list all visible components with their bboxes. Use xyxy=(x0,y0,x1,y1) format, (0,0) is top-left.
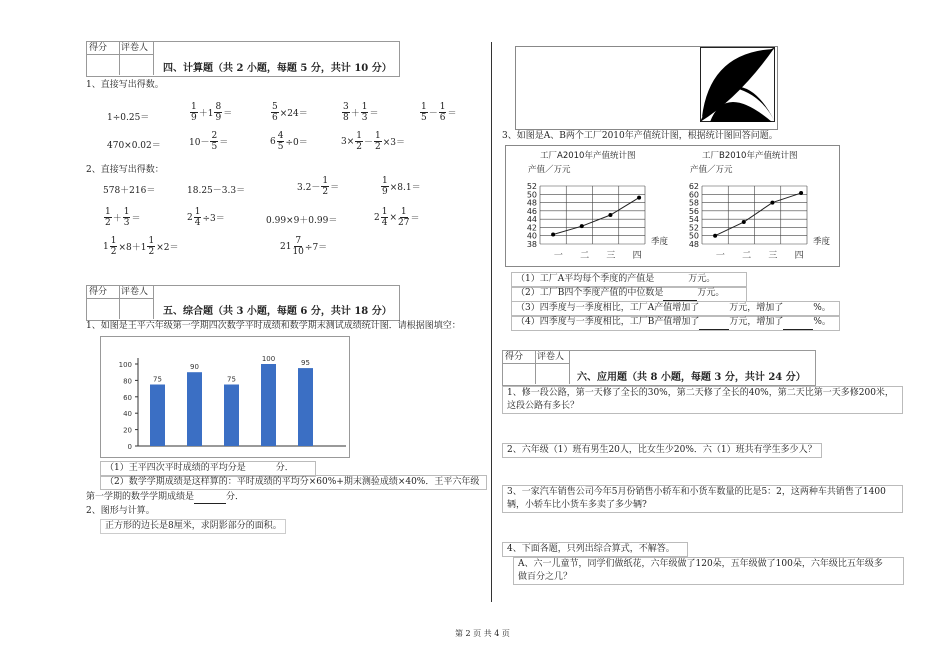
data-point xyxy=(608,213,612,217)
y-tick-label: 60 xyxy=(688,190,699,200)
calc-15: 2 $\frac{1}{4}$ ÷3＝ xyxy=(187,207,225,228)
calc-12: 3.2－ $\frac{1}{2}$ ＝ xyxy=(297,176,340,197)
y-tick-label: 56 xyxy=(688,206,699,216)
section6-title: 六、应用题（共 8 小题，每题 3 分，共计 24 分） xyxy=(577,372,806,383)
shaded-square-figure xyxy=(700,47,775,122)
y-tick-label: 50 xyxy=(526,190,537,200)
reviewer-label: 评卷人 xyxy=(535,351,570,364)
y-axis-label: 产值／万元 xyxy=(690,165,733,175)
section4-header xyxy=(86,41,400,77)
answer-blank[interactable] xyxy=(663,287,697,301)
factory-a-line-chart xyxy=(508,146,668,264)
y-tick-label: 42 xyxy=(526,223,537,233)
sec6-q3: 3、一家汽车销售公司今年5月份销售小轿车和小货车数量的比是5：2，这两种车共销售了1400 辆，小轿车比小货车多卖了多少辆? xyxy=(502,485,903,513)
bar xyxy=(224,385,239,447)
answer-blank[interactable] xyxy=(783,316,813,330)
factory-intro: 3、如图是A、B两个工厂2010年产值统计图，根据统计图回答问题。 xyxy=(502,131,778,141)
reviewer-cell[interactable] xyxy=(535,364,570,384)
calc-16: 0.99×9＋0.99＝ xyxy=(266,216,338,226)
sec4-q2: 2、直接写出得数： xyxy=(86,165,164,175)
y-tick-label: 0 xyxy=(127,443,132,451)
y-tick-label: 100 xyxy=(118,361,132,369)
sec6-q1: 1、修一段公路，第一天修了全长的30%，第二天修了全长的40%，第二天比第一天多修200米， 这段公路有多长？ xyxy=(502,386,903,414)
factory-q1: （1）工厂A平均每个季度的产值是 万元。 xyxy=(511,272,747,288)
calc-18: 1 $\frac{1}{2}$ ×8＋1 $\frac{1}{2}$ ×2＝ xyxy=(103,236,179,257)
calc-11: 18.25－3.3＝ xyxy=(187,186,246,196)
chart-title: 工厂A2010年产值统计图 xyxy=(540,151,636,161)
reviewer-cell[interactable] xyxy=(119,55,154,75)
bar-value-label: 100 xyxy=(261,355,276,363)
page-footer: 第 2 页 共 4 页 xyxy=(455,629,510,638)
y-tick-label: 40 xyxy=(123,410,132,419)
factory-q2: （2）工厂B四个季度产值的中位数是 万元。 xyxy=(511,286,747,302)
score-label: 得分 xyxy=(503,351,536,364)
answer-blank[interactable] xyxy=(699,302,729,316)
sec6-q4: 4、下面各题，只列出综合算式，不解答。 xyxy=(502,542,688,557)
y-tick-label: 80 xyxy=(123,377,132,386)
y-tick-label: 62 xyxy=(688,182,699,191)
sec6-q2: 2、六年级（1）班有男生20人，比女生少20%．六（1）班共有学生多少人？ xyxy=(502,443,822,458)
section5-header xyxy=(86,285,400,321)
data-point xyxy=(799,191,803,195)
x-axis-label: 季度 xyxy=(651,237,668,247)
answer-blank[interactable] xyxy=(194,492,226,504)
calc-17: 2 $\frac{1}{4}$ × $\frac{1}{27}$ ＝ xyxy=(374,207,420,228)
reviewer-cell[interactable] xyxy=(119,299,154,319)
x-tick-label: 四 xyxy=(632,251,642,261)
y-tick-label: 60 xyxy=(123,393,132,402)
section6-header xyxy=(502,350,816,386)
page-divider xyxy=(491,42,492,602)
calc-4: $\frac{3}{8}$ ＋ $\frac{1}{3}$ ＝ xyxy=(343,102,379,123)
calc-14: $\frac{1}{2}$ ＋ $\frac{1}{3}$ ＝ xyxy=(105,207,141,228)
score-cell[interactable] xyxy=(503,364,536,384)
score-bar-chart xyxy=(100,336,350,458)
x-tick-label: 二 xyxy=(742,251,752,261)
data-point xyxy=(770,201,774,205)
calc-3: $\frac{5}{6}$ ×24＝ xyxy=(272,102,308,123)
factory-q3: （3）四季度与一季度相比，工厂A产值增加了 万元，增加了 %。 xyxy=(511,301,840,317)
data-point xyxy=(742,220,746,224)
y-tick-label: 48 xyxy=(526,198,537,208)
x-tick-label: 一 xyxy=(553,251,563,261)
calc-5: $\frac{1}{5}$ － $\frac{1}{6}$ ＝ xyxy=(421,102,457,123)
y-tick-label: 40 xyxy=(526,231,537,241)
answer-blank[interactable] xyxy=(654,273,688,287)
sec5-q2: 2、图形与计算。 xyxy=(86,506,155,516)
x-tick-label: 四 xyxy=(794,251,804,261)
bar xyxy=(187,372,202,446)
y-tick-label: 54 xyxy=(688,215,699,225)
reviewer-label: 评卷人 xyxy=(119,286,154,299)
x-axis-label: 季度 xyxy=(813,237,831,247)
y-tick-label: 44 xyxy=(526,215,537,225)
bar-value-label: 90 xyxy=(190,363,199,372)
sec5-a2b: 第一学期的数学学期成绩是 分． xyxy=(86,492,245,502)
data-point xyxy=(713,234,717,238)
sec4-q1: 1、直接写出得数。 xyxy=(86,80,164,90)
reviewer-label: 评卷人 xyxy=(119,42,154,55)
section5-title: 五、综合题（共 3 小题，每题 6 分，共计 18 分） xyxy=(163,306,392,317)
y-tick-label: 52 xyxy=(526,182,537,191)
bar-value-label: 95 xyxy=(301,359,310,368)
score-cell[interactable] xyxy=(87,299,120,319)
answer-blank[interactable] xyxy=(783,302,813,316)
answer-blank[interactable] xyxy=(246,462,276,476)
data-point xyxy=(580,224,584,228)
sec5-a1: （1）王平四次平时成绩的平均分是 分． xyxy=(100,461,316,477)
y-tick-label: 48 xyxy=(688,240,699,249)
chart-title: 工厂B2010年产值统计图 xyxy=(702,151,798,161)
data-point xyxy=(551,232,555,236)
sec5-q1: 1、如图是王平六年级第一学期四次数学平时成绩和数学期末测试成绩统计图．请根据图填空： xyxy=(86,321,461,331)
sec5-a2: （2）数学学期成绩是这样算的：平时成绩的平均分×60%+期末测验成绩×40%．王平六年级 xyxy=(100,475,487,490)
factory-q4: （4）四季度与一季度相比，工厂B产值增加了 万元，增加了 %。 xyxy=(511,315,840,331)
calc-19: 21 $\frac{7}{10}$ ÷7＝ xyxy=(280,236,328,257)
x-tick-label: 三 xyxy=(768,251,778,261)
y-tick-label: 20 xyxy=(123,426,132,435)
bar xyxy=(261,364,276,446)
x-tick-label: 一 xyxy=(715,251,725,261)
calc-9: 3× $\frac{1}{2}$ － $\frac{1}{2}$ ×3＝ xyxy=(341,131,406,152)
calc-1: 1÷0.25＝ xyxy=(107,113,150,123)
score-cell[interactable] xyxy=(87,55,120,75)
answer-blank[interactable] xyxy=(699,316,729,330)
factory-b-line-chart xyxy=(670,146,836,264)
y-tick-label: 38 xyxy=(526,240,537,249)
sec6-q4a: A、六一儿童节，同学们做纸花，六年级做了120朵，五年级做了100朵，六年级比五年级多 做百分之几？ xyxy=(513,557,904,585)
y-tick-label: 58 xyxy=(688,198,699,208)
calc-8: 6 $\frac{4}{5}$ ÷0＝ xyxy=(270,131,308,152)
bar xyxy=(298,368,313,446)
calc-2: $\frac{1}{9}$ ＋1 $\frac{8}{9}$ ＝ xyxy=(191,102,233,123)
calc-6: 470×0.02＝ xyxy=(107,141,161,151)
score-label: 得分 xyxy=(87,286,120,299)
bar xyxy=(150,385,165,447)
score-label: 得分 xyxy=(87,42,120,55)
data-point xyxy=(637,196,641,200)
bar-value-label: 75 xyxy=(227,375,236,384)
y-axis-label: 产值／万元 xyxy=(528,165,571,175)
y-tick-label: 52 xyxy=(688,223,699,233)
x-tick-label: 三 xyxy=(606,251,616,261)
sec5-q2-text: 正方形的边长是8厘米，求阴影部分的面积。 xyxy=(100,519,286,534)
section4-title: 四、计算题（共 2 小题，每题 5 分，共计 10 分） xyxy=(163,63,392,74)
calc-7: 10－ $\frac{2}{5}$ ＝ xyxy=(189,131,229,152)
x-tick-label: 二 xyxy=(580,251,590,261)
y-tick-label: 46 xyxy=(526,206,537,216)
y-tick-label: 50 xyxy=(688,231,699,241)
calc-10: 578＋216＝ xyxy=(103,186,156,196)
calc-13: $\frac{1}{9}$ ×8.1＝ xyxy=(382,176,421,197)
bar-value-label: 75 xyxy=(153,375,162,384)
